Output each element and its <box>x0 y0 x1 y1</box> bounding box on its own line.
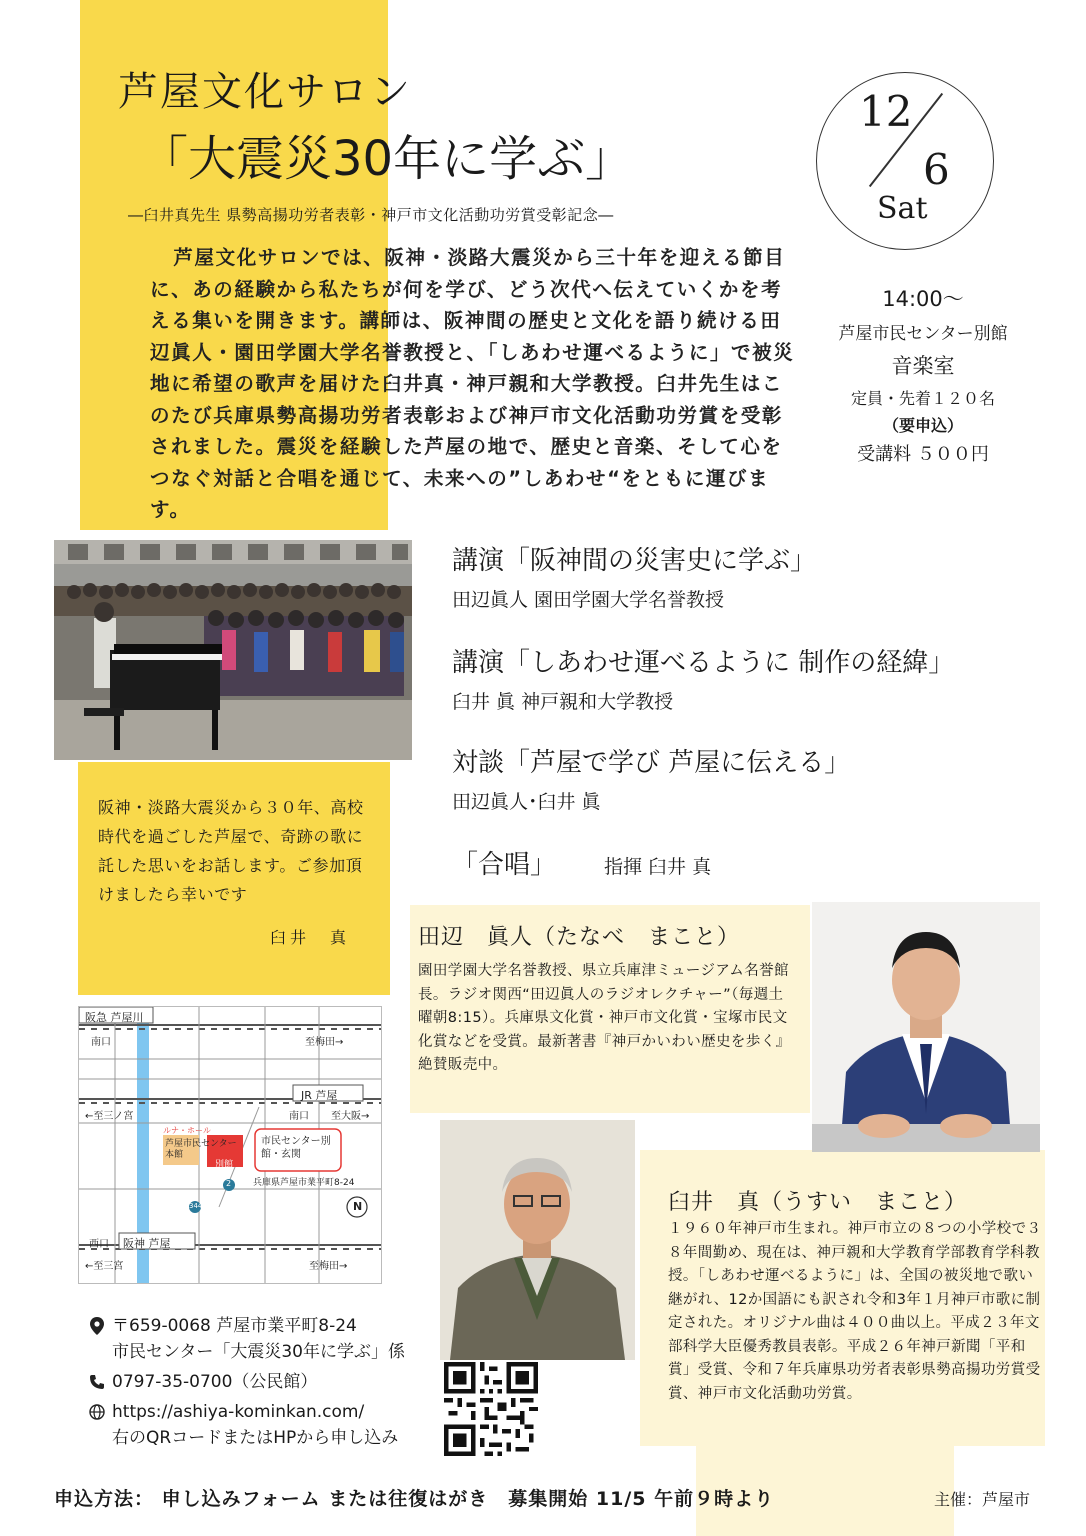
map-route-344: 344 <box>189 1202 203 1210</box>
program-item-2 <box>452 642 954 714</box>
intro-paragraph: 芦屋文化サロンでは、阪神・淡路大震災から三十年を迎える節目に、あの経験から私たちが何を学び、どう次代へ伝えていくかを考える集いを開きます。講師は、阪神間の歴史と文化を語り続ける田辺眞人・園田学園大学名誉教授と、「しあわせ運べるように」で被災地に希望の歌声を届けた臼井真・神戸親和大学教授。臼井先生はこのたび兵庫県勢高揚功労者表彰および神戸市文化活動功労賞を受彰されました。震災を経験した芦屋の地で、歴史と音楽、そして心をつなぐ対話と合唱を通じて、未来への”しあわせ“をともに運びます。 <box>150 246 795 521</box>
map-to-umeda-2: 至梅田→ <box>309 1261 348 1272</box>
profile-name-tanabe: 田辺 眞人（たなべ まこと） <box>418 925 741 950</box>
program-title: 講演「しあわせ運べるように 制作の経緯」 <box>452 648 955 678</box>
map-address: 兵庫県芦屋市業平町8-24 <box>253 1178 355 1188</box>
map-hankyu-label: 阪急 芦屋川 <box>85 1011 144 1024</box>
map-callout: 市民センター別館・玄関 <box>261 1136 331 1160</box>
map-west-exit: 西口 <box>89 1239 109 1250</box>
map-to-sannomiya-1: ←至三ノ宮 <box>85 1111 134 1122</box>
contact-phone-row <box>86 1369 405 1395</box>
map-south-exit-2: 南口 <box>289 1111 309 1122</box>
program-speaker: 田辺眞人 園田学園大学名誉教授 <box>452 589 725 611</box>
event-venue: 芦屋市民センター別館 <box>838 324 1008 344</box>
program-speaker: 田辺眞人･臼井 眞 <box>452 791 601 813</box>
profile-name-usui: 臼井 真（うすい まこと） <box>668 1190 968 1215</box>
program-title: 講演「阪神間の災害史に学ぶ」 <box>452 546 817 576</box>
contact-address-row <box>86 1313 405 1339</box>
chorus-item <box>452 844 711 881</box>
event-series-title: 芦屋文化サロン <box>118 69 412 115</box>
chorus-title: 「合唱」 <box>452 850 557 880</box>
date-month: 12 <box>859 87 913 136</box>
program-item-1 <box>452 540 816 612</box>
event-fee: 受講料 ５００円 <box>857 444 989 465</box>
message-signature: 臼井 真 <box>270 928 351 947</box>
map-jr-label: JR 芦屋 <box>301 1089 338 1102</box>
globe-icon <box>86 1404 108 1420</box>
contact-qr-note: 右のQRコードまたはHPから申し込み <box>112 1428 399 1448</box>
contact-url-row <box>86 1399 405 1425</box>
map-south-exit-1: 南口 <box>91 1037 111 1048</box>
program-title: 対談「芦屋で学び 芦屋に伝える」 <box>452 748 851 778</box>
map-hanshin-label: 阪神 芦屋 <box>123 1237 171 1250</box>
date-badge <box>816 72 994 250</box>
event-subtitle: ―臼井真先生 県勢高揚功労者表彰・神戸市文化活動功労賞受彰記念― <box>128 206 614 224</box>
contact-address: 〒659-0068 芦屋市業平町8-24 <box>112 1316 357 1336</box>
date-weekday: Sat <box>877 191 928 226</box>
event-info <box>826 283 1020 466</box>
event-room: 音楽室 <box>891 354 955 378</box>
contact-qr-note-row <box>86 1425 405 1451</box>
contact-phone[interactable]: 0797-35-0700（公民館） <box>112 1372 318 1392</box>
map-north-mark: N <box>353 1200 363 1213</box>
profile-desc-tanabe: 園田学園大学名誉教授、県立兵庫津ミュージアム名誉館長。ラジオ関西“田辺眞人のラジオレクチャー”（毎週土曜朝8:15）。兵庫県文化賞・神戸市文化賞・宝塚市民文化賞などを受賞。最新著書『神戸かいわい歴史を歩く』絶賛販売中。 <box>418 963 791 1073</box>
map-to-umeda-1: 至梅田→ <box>305 1037 344 1048</box>
tanabe-portrait-photo <box>812 902 1040 1152</box>
event-capacity: 定員・先着１２０名 <box>850 389 995 408</box>
program-speaker: 臼井 眞 神戸親和大学教授 <box>452 691 674 713</box>
date-day: 6 <box>923 145 950 194</box>
contact-url-link[interactable]: https://ashiya-kominkan.com/ <box>112 1402 365 1422</box>
event-main-title: 「大震災30年に学ぶ」 <box>140 131 634 187</box>
map-to-sannomiya-2: ←至三宮 <box>85 1261 124 1272</box>
map-luna-hall: ルナ・ホール <box>163 1126 211 1135</box>
map-route-2: 2 <box>226 1179 232 1188</box>
contact-block <box>86 1313 405 1451</box>
organizer: 主催：芦屋市 <box>934 1490 1031 1509</box>
access-map <box>78 1006 382 1284</box>
profile-desc-usui: １９６０年神戸市生まれ。神戸市立の８つの小学校で３８年間勤め、現在は、神戸親和大学教育学部教育学科教授。「しあわせ運べるように」は、全国の被災地で歌い継がれ、12か国語にも訳され令和3年１月神戸市歌に制定された。オリジナル曲は４００曲以上。平成２３年文部科学大臣優秀教員表彰。平成２６年神戸新聞「平和賞」受賞、令和７年兵庫県功労者表彰県勢高揚功労賞受賞、神戸市文化活動功労賞。 <box>668 1221 1042 1402</box>
contact-department: 市民センター「大震災30年に学ぶ」係 <box>112 1342 405 1362</box>
map-center-main: 芦屋市民センター本館 <box>165 1139 237 1160</box>
contact-department-row <box>86 1339 405 1365</box>
program-item-3 <box>452 742 850 814</box>
choir-piano-photo <box>54 540 412 760</box>
application-method: 申込方法： 申し込みフォーム または往復はがき 募集開始 11/5 午前９時より <box>54 1488 775 1510</box>
application-qr-code[interactable] <box>444 1362 538 1456</box>
map-annex: 別館 <box>215 1160 234 1170</box>
message-text: 阪神・淡路大震災から３０年、高校時代を過ごした芦屋で、奇跡の歌に託した思いをお話します。ご参加頂けましたら幸いです <box>98 798 364 904</box>
event-time: 14:00～ <box>882 287 964 311</box>
usui-portrait-photo <box>440 1120 635 1360</box>
event-application-required: （要申込） <box>882 416 963 435</box>
phone-icon <box>86 1374 108 1390</box>
location-pin-icon <box>86 1317 108 1335</box>
chorus-conductor: 指揮 臼井 真 <box>604 856 712 878</box>
map-to-osaka: 至大阪→ <box>331 1111 370 1122</box>
